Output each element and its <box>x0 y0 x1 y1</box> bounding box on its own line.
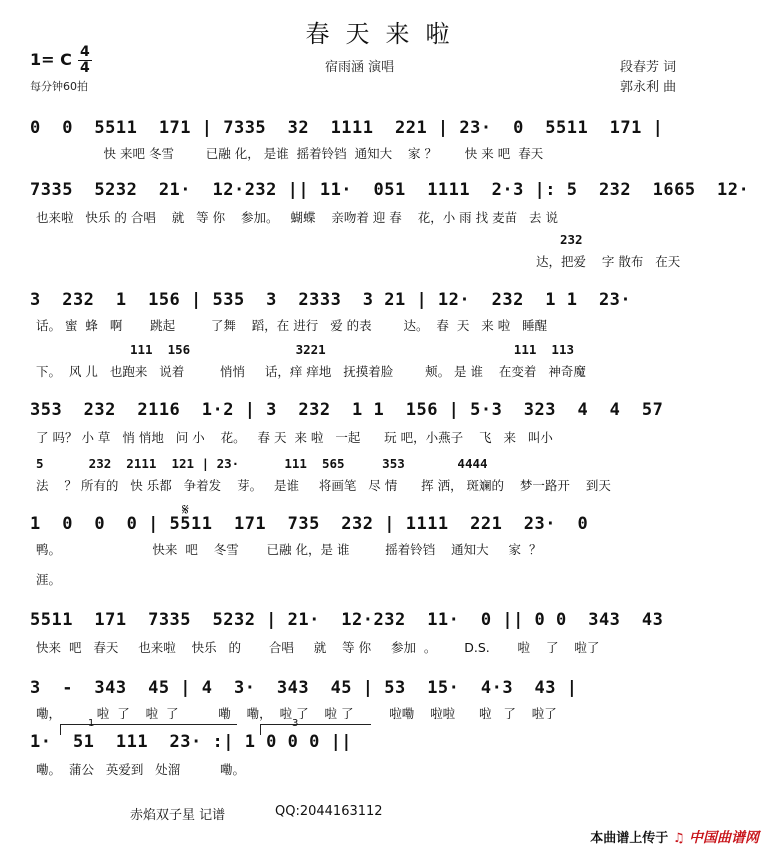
second-ending-number: 3 <box>292 718 299 729</box>
alt-lyrics-line-4: 法 ？ 所有的 快 乐都 争着发 芽。 是谁 将画笔 尽 情 挥 洒， 斑斓的 梦一路开 到天 <box>36 478 611 493</box>
lyrics-line-7: 嘞， 啦 了 啦 了 嘞 嘞， 啦 了 啦 了 啦嘞 啦啦 啦 了 啦了 <box>36 706 557 721</box>
lyrics-line-8: 嘞。 蒲公 英爱到 处溜 嘞。 <box>36 762 246 777</box>
time-signature-bottom: 4 <box>80 60 90 76</box>
lyrics-line-2: 也来啦 快乐 的 合唱 就 等 你 参加。 蝴蝶 亲吻着 迎 春 花，小 雨 找 麦苗 去 说 <box>36 210 559 225</box>
upload-note: 本曲谱上传于 <box>590 831 669 846</box>
performer: 宿雨涵 演唱 <box>325 60 395 75</box>
transcriber: 赤焰双子星 记谱 <box>130 808 226 823</box>
music-note-icon: ♫ <box>672 831 685 846</box>
notes-line-5: 1 0 0 0 | 5511 171 735 232 | 1111 221 23· 0 <box>30 514 589 534</box>
alt-notes-line-4: 5 232 2111 121 | 23· 111 565 353 4444 <box>36 456 488 471</box>
site-name: 中国曲谱网 <box>689 830 759 846</box>
lyrics-line-3: 话。 蜜 蜂 啊 跳起 了舞 蹈，在 进行 爱 的表 达。 春 天 来 啦 睡醒 <box>36 318 548 333</box>
segno-sign: 𝄋 <box>182 500 189 519</box>
site-logo[interactable] <box>590 827 759 847</box>
alt-lyrics-line-3: 下。 风 儿 也跑来 说着 悄悄 话，痒 痒地 抚摸着脸 颊。 是 谁 在变着 神奇魔 <box>36 364 586 379</box>
alt-notes-line-2: 232 <box>560 232 583 247</box>
tempo: 每分钟60拍 <box>30 80 88 93</box>
notes-line-3: 3 232 1 156 | 535 3 2333 3 21 | 12· 232 1 1 23· <box>30 290 632 310</box>
lyrics-line-5: 鸭。 快来 吧 冬雪 已融 化，是 谁 摇着铃铛 通知大 家 ？ <box>36 542 542 557</box>
alt-lyrics-line-2: 达，把爱 字 散布 在天 <box>536 254 681 269</box>
alt-lyrics-line-5: 涯。 <box>36 572 62 587</box>
lyricist: 段春芳 词 <box>620 60 677 75</box>
alt-notes-line-3: 111 156 3221 111 113 <box>130 342 575 357</box>
notes-line-4: 353 232 2116 1·2 | 3 232 1 1 156 | 5·3 323 4 4 57 <box>30 400 664 420</box>
song-title: 春天来啦 <box>305 20 466 48</box>
notes-line-2: 7335 5232 21· 12·232 || 11· 051 1111 2·3 |: 5 232 1665 12· <box>30 180 750 200</box>
notes-line-1: 0 0 5511 171 | 7335 32 1111 221 | 23· 0 5511 171 | <box>30 118 664 138</box>
time-signature-top: 4 <box>80 44 90 60</box>
notes-line-8: 1· 51 111 23· :| 1 0 0 0 || <box>30 732 353 752</box>
notes-line-7: 3 - 343 45 | 4 3· 343 45 | 53 15· 4·3 43 | <box>30 678 578 698</box>
first-ending-number: 1 <box>88 718 95 729</box>
key-signature: 1= C <box>30 50 72 69</box>
composer: 郭永利 曲 <box>620 80 677 95</box>
lyrics-line-1: 快 来吧 冬雪 已融 化， 是谁 摇着铃铛 通知大 家 ？ 快 来 吧 春天 <box>36 146 544 161</box>
lyrics-line-6: 快来 吧 春天 也来啦 快乐 的 合唱 就 等 你 参加 。 D.S. 啦 了 啦了 <box>36 640 600 655</box>
notes-line-6: 5511 171 7335 5232 | 21· 12·232 11· 0 || 0 0 343 43 <box>30 610 664 630</box>
lyrics-line-4: 了 吗？ 小 草 悄 悄地 问 小 花。 春 天 来 啦 一起 玩 吧，小燕子 飞 来 叫小 <box>36 430 553 445</box>
qq-number: QQ:2044163112 <box>275 804 383 819</box>
